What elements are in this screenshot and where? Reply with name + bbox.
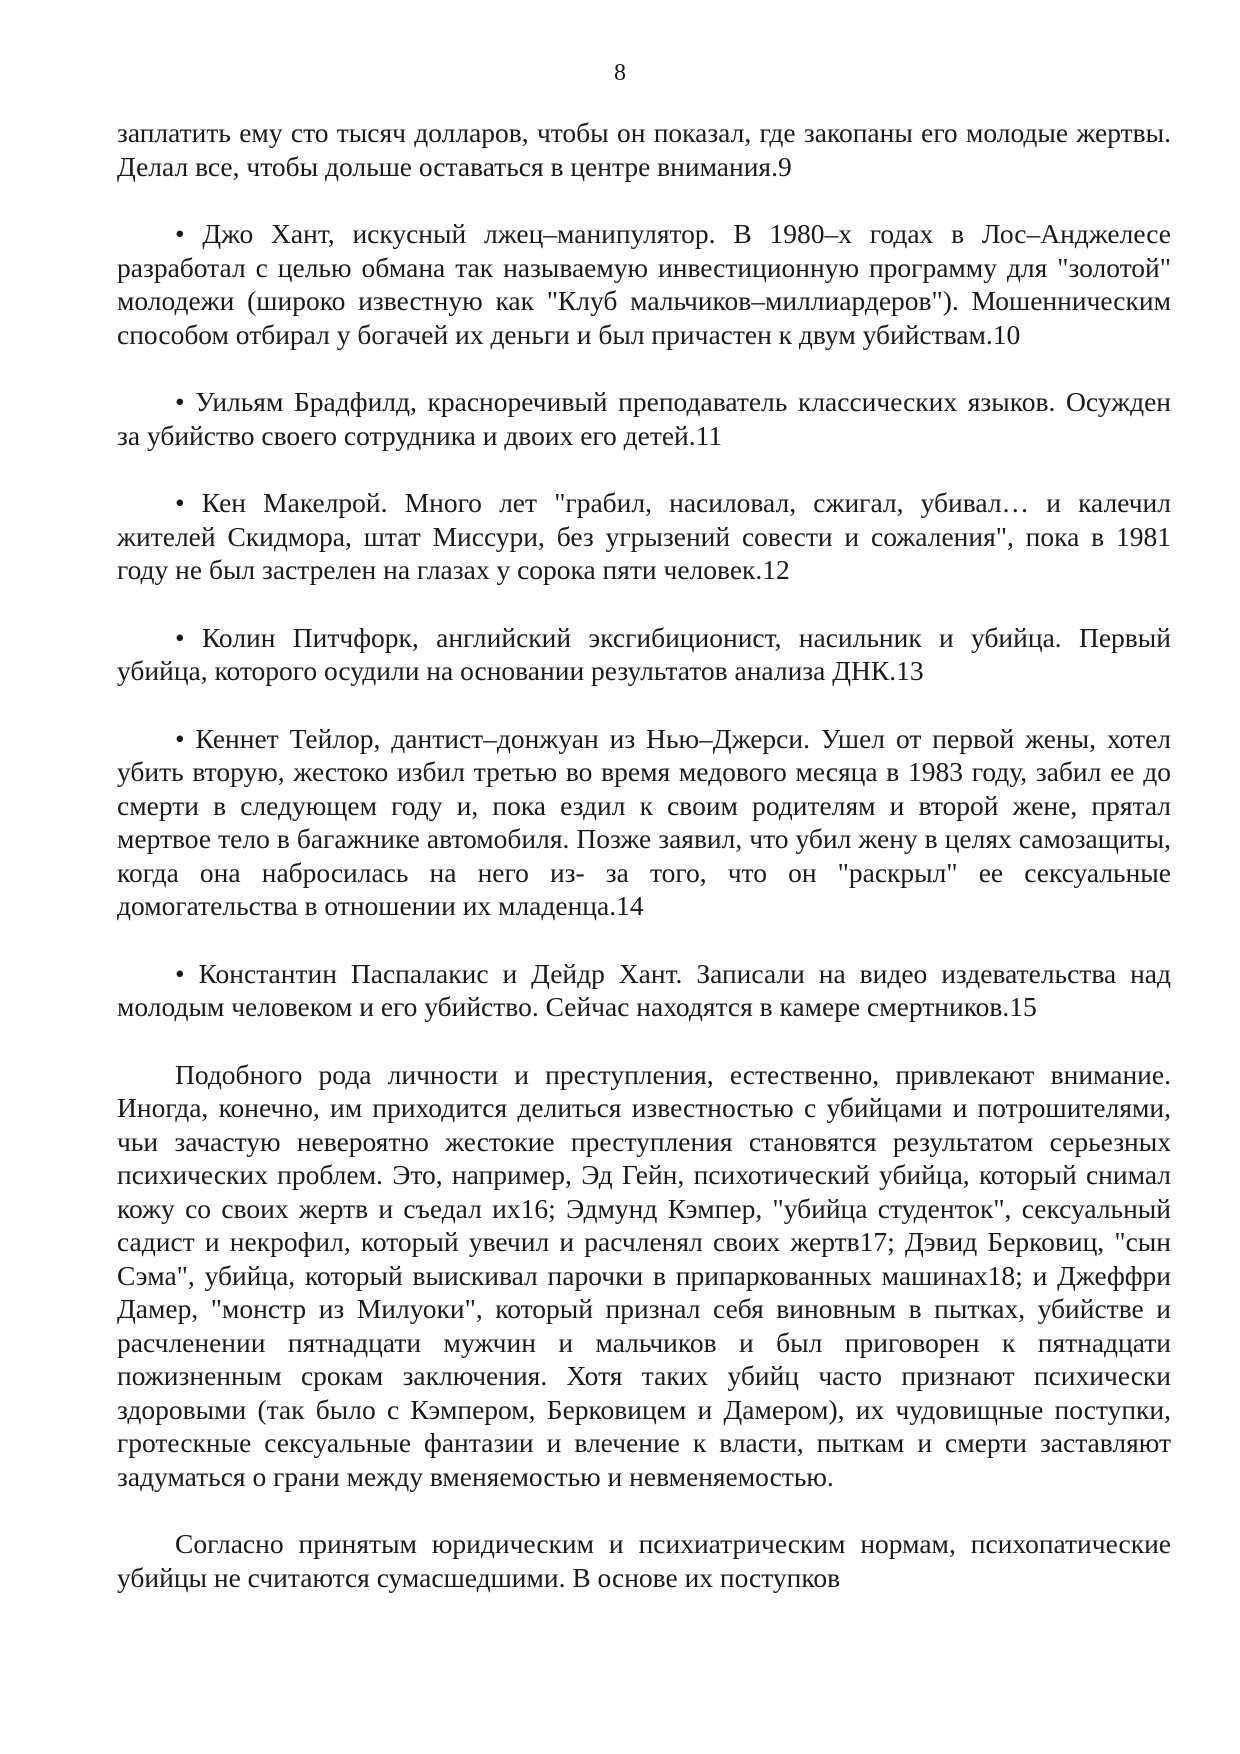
page-body [117, 116, 1171, 1594]
list-item-kenneth-taylor: • Кеннет Тейлор, дантист–донжуан из Нью–Джерси. Ушел от первой жены, хотел убить вторую, жестоко избил третью во время медового месяца в 1983 году, забил ее до смерти в следующем году и, пока ездил к своим родителям и второй жене, прятал мертвое тело в багажнике автомобиля. Позже заявил, что убил жену в целях самозащиты, когда она набросилась на него из‑ за того, что он "раскрыл" ее сексуальные домогательства в отношении их младенца.14 [117, 722, 1171, 921]
list-item-paspalakis-hunt: • Константин Паспалакис и Дейдр Хант. Записали на видео издевательства над молодым человеком и его убийство. Сейчас находятся в камере смертников.15 [117, 957, 1171, 1022]
paragraph-norms: Согласно принятым юридическим и психиатрическим нормам, психопатические убийцы не считаются сумасшедшими. В основе их поступков [117, 1528, 1171, 1593]
page-number: 8 [614, 60, 626, 86]
list-item-ken-mcelroy: • Кен Макелрой. Много лет "грабил, насиловал, сжигал, убивал… и калечил жителей Скидмора, штат Миссури, без угрызений совести и сожаления", пока в 1981 году не был застрелен на глазах у сорока пяти человек.12 [117, 487, 1171, 585]
list-item-joe-hunt: • Джо Хант, искусный лжец–манипулятор. В 1980–х годах в Лос–Анджелесе разработал с целью обмана так называемую инвестиционную программу для "золотой" молодежи (широко известную как "Клуб мальчиков–миллиардеров"). Мошенническим способом отбирал у богачей их деньги и был причастен к двум убийствам.10 [117, 218, 1171, 350]
list-item-william-bradfield: • Уильям Брадфилд, красноречивый преподаватель классических языков. Осужден за убийство своего сотрудника и двоих его детей.11 [117, 386, 1171, 451]
list-item-colin-pitchfork: • Колин Питчфорк, английский эксгибиционист, насильник и убийца. Первый убийца, которого осудили на основании результатов анализа ДНК.13 [117, 621, 1171, 686]
paragraph-killers: Подобного рода личности и преступления, естественно, привлекают внимание. Иногда, конечно, им приходится делиться известностью с убийцами и потрошителями, чьи зачастую невероятно жестокие преступления становятся результатом серьезных психических проблем. Это, например, Эд Гейн, психотический убийца, который снимал кожу со своих жертв и съедал их16; Эдмунд Кэмпер, "убийца студенток", сексуальный садист и некрофил, который увечил и расчленял своих жертв17; Дэвид Берковиц, "сын Сэма", убийца, который выискивал парочки в припаркованных машинах18; и Джеффри Дамер, "монстр из Милуоки", который признал себя виновным в пытках, убийстве и расчленении пятнадцати мужчин и мальчиков и был приговорен к пятнадцати пожизненным срокам заключения. Хотя таких убийц часто признают психически здоровыми (так было с Кэмпером, Берковицем и Дамером), их чудовищные поступки, гротескные сексуальные фантазии и влечение к власти, пыткам и смерти заставляют задуматься о грани между вменяемостью и невменяемостью. [117, 1058, 1171, 1492]
paragraph-continuation: заплатить ему сто тысяч долларов, чтобы он показал, где закопаны его молодые жертвы. Делал все, чтобы дольше оставаться в центре внимания.9 [117, 117, 1171, 182]
